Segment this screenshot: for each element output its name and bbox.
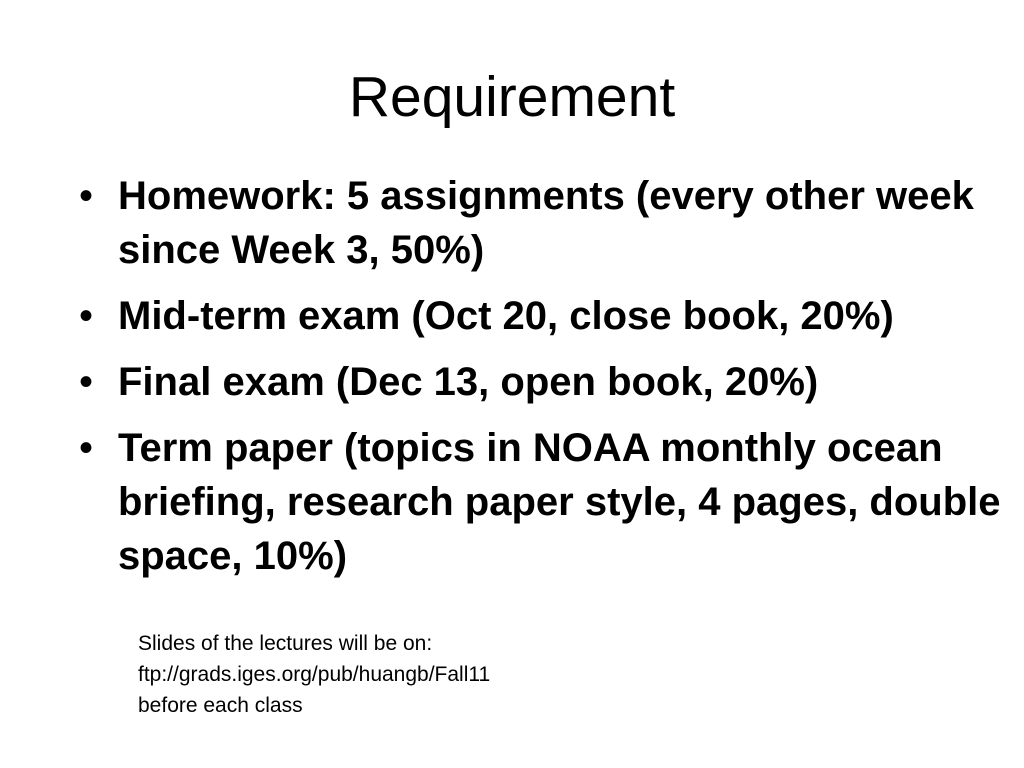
requirement-list — [79, 169, 1014, 595]
bullet-text: Final exam (Dec 13, open book, 20%) — [118, 360, 819, 404]
bullet-icon: • — [79, 294, 94, 338]
bullet-item-final — [79, 355, 1014, 409]
bullet-item-midterm — [79, 289, 1014, 343]
ftp-link[interactable]: ftp://grads.iges.org/pub/huangb/Fall11 — [138, 663, 491, 686]
bullet-text: Term paper (topics in NOAA monthly ocean briefing, research paper style, 4 pages, double space, 10%) — [118, 426, 1001, 578]
note-line: before each class — [138, 694, 303, 717]
note-line: Slides of the lectures will be on: — [138, 632, 433, 655]
slide-title: Requirement — [348, 65, 676, 129]
bullet-item-term-paper — [79, 421, 1014, 583]
bullet-icon: • — [79, 360, 94, 404]
slides-location-note — [138, 628, 638, 721]
bullet-text: Mid-term exam (Oct 20, close book, 20%) — [118, 294, 894, 338]
bullet-icon: • — [79, 426, 94, 470]
bullet-text: Homework: 5 assignments (every other week since Week 3, 50%) — [118, 174, 974, 272]
bullet-item-homework — [79, 169, 1014, 277]
bullet-icon: • — [79, 174, 94, 218]
